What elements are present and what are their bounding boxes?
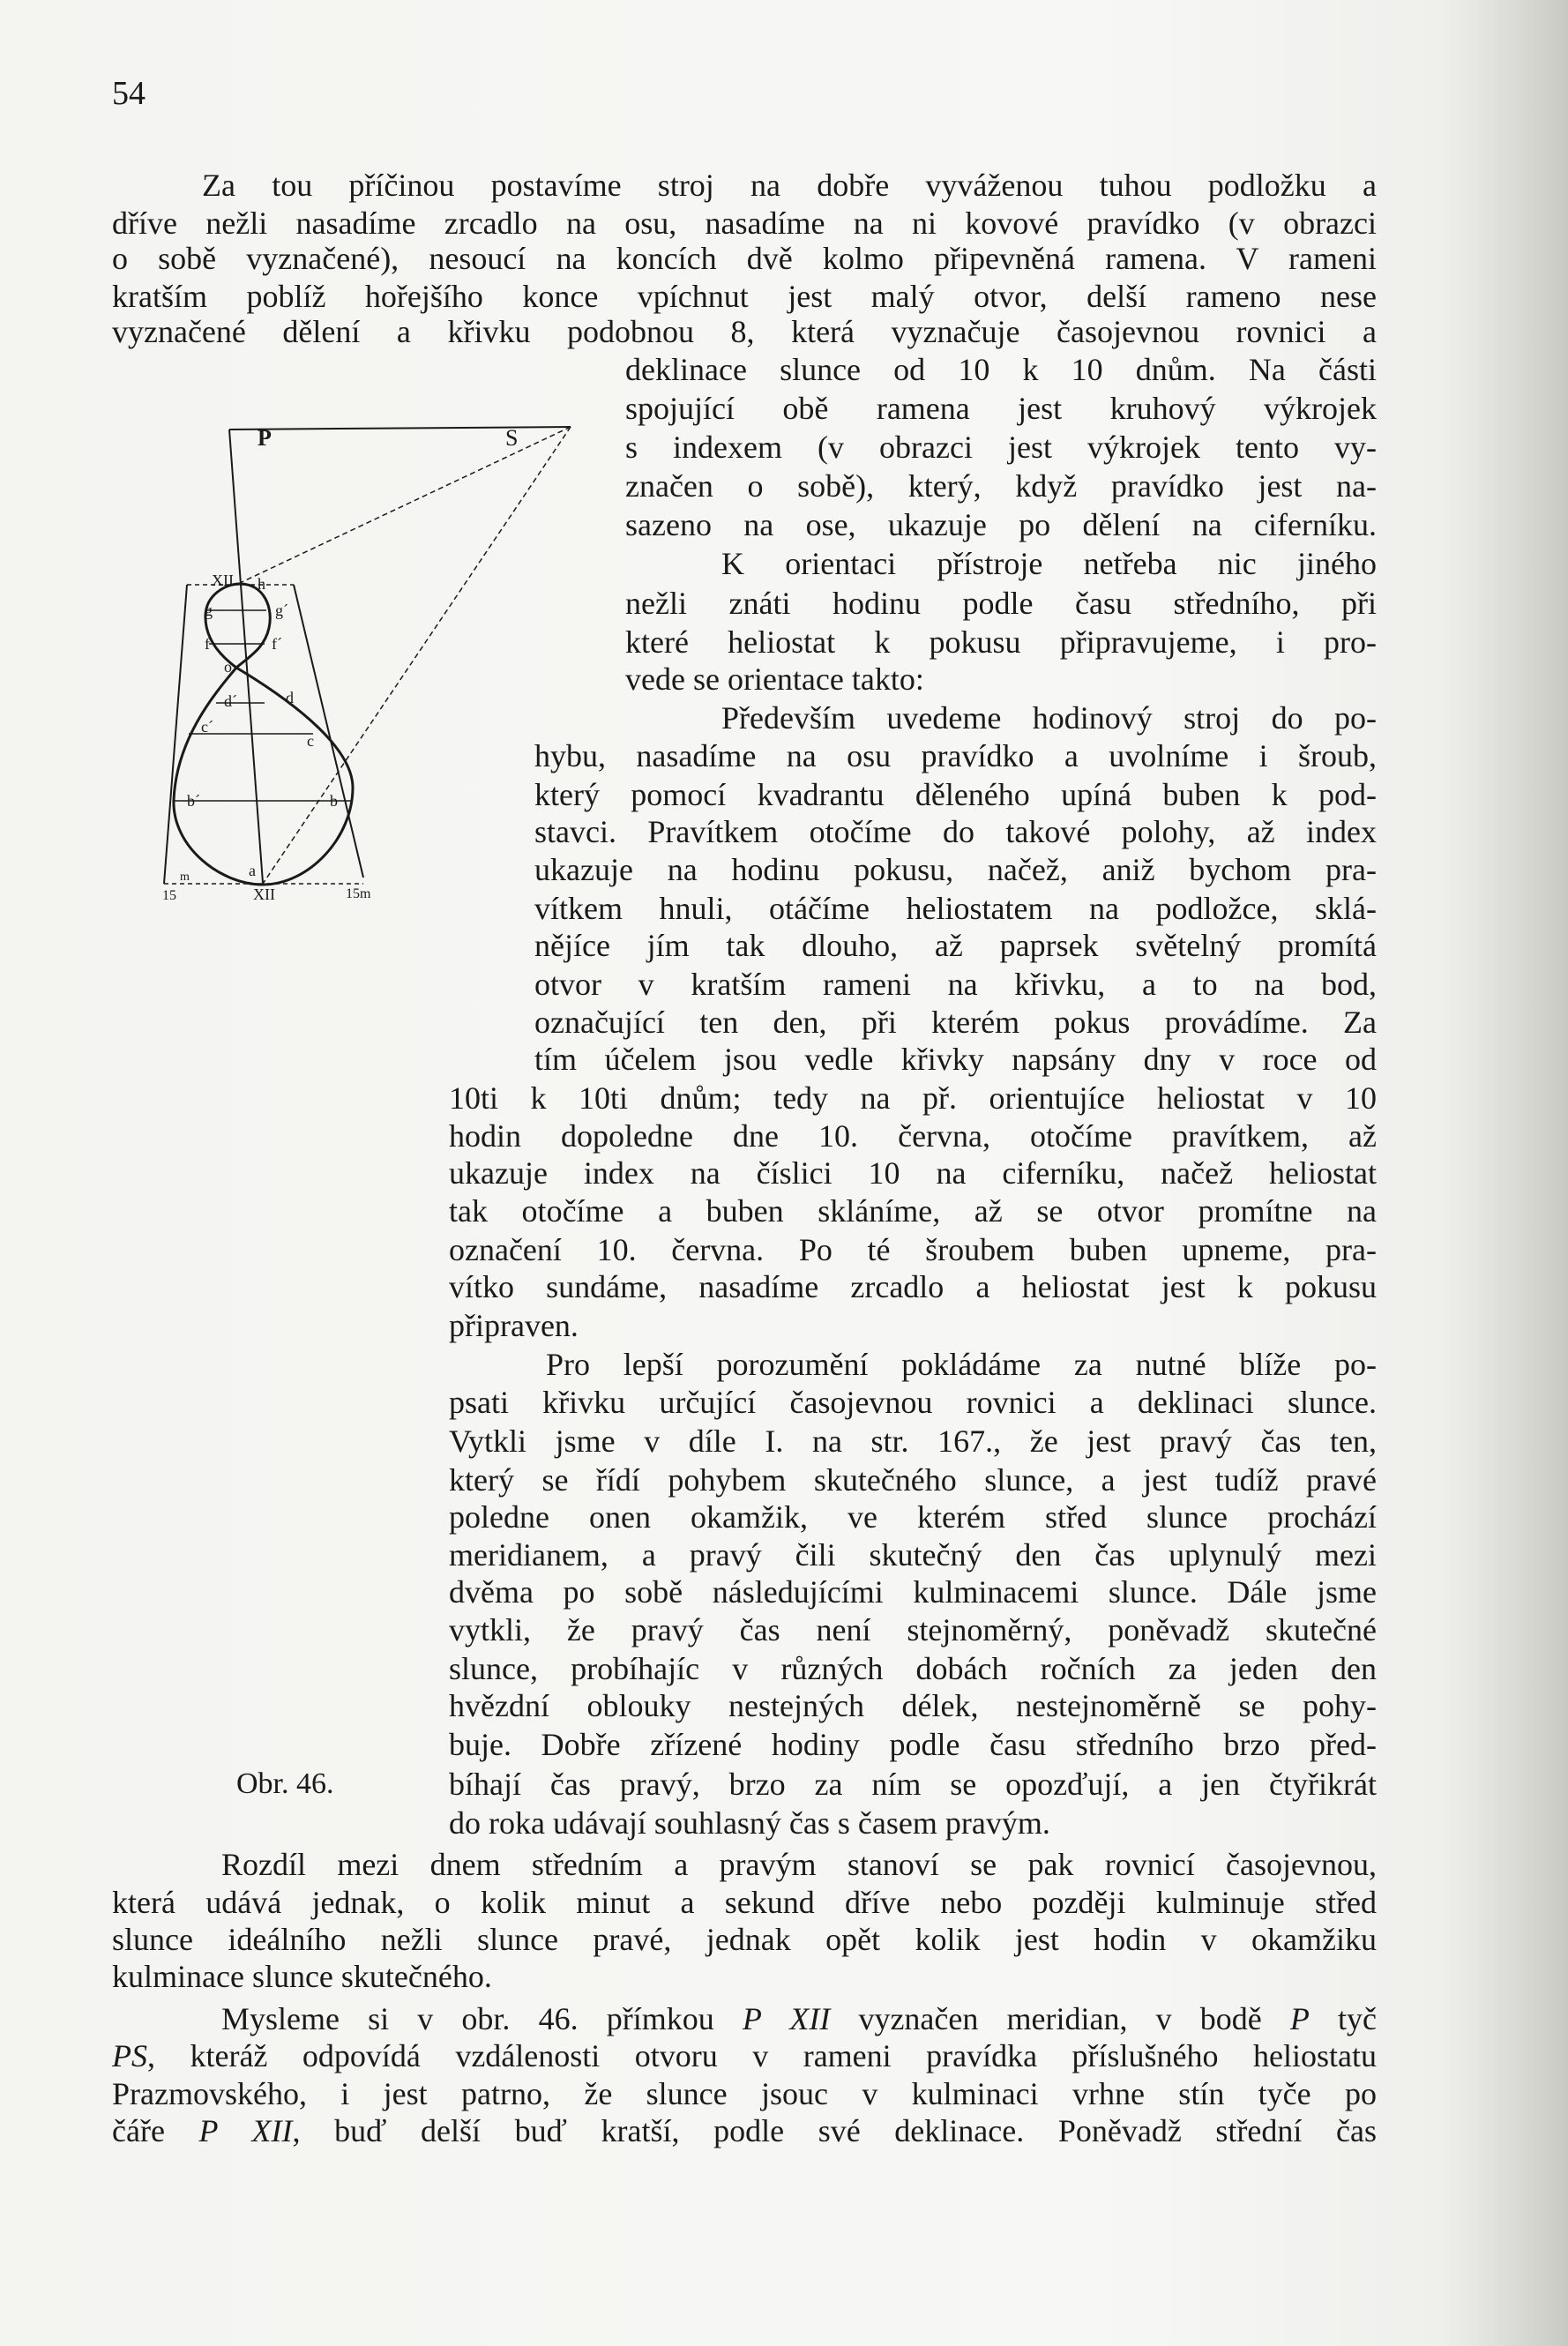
label-c-prime: c´ xyxy=(201,718,213,736)
text-line: který se řídí pohybem skutečného slunce, a jest tudíž pravé xyxy=(449,1462,1377,1498)
text-line: hodin dopoledne dne 10. června, otočíme pravítkem, až xyxy=(449,1118,1377,1154)
figure-caption: Obr. 46. xyxy=(236,1767,334,1800)
label-a: a xyxy=(249,862,256,879)
text-line: Za tou příčinou postavíme stroj na dobře vyváženou tuhou podložku a xyxy=(202,168,1377,203)
text-line: nějíce jím tak dlouho, až paprsek světelný promítá xyxy=(534,928,1377,963)
text-line: Pro lepší porozumění pokládáme za nutné blíže po- xyxy=(546,1347,1377,1382)
text-line xyxy=(112,2036,1377,2075)
page-number: 54 xyxy=(112,75,146,112)
label-left-m: m xyxy=(180,870,190,884)
text-line: do roka udávají souhlasný čas s časem pravým. xyxy=(449,1805,1050,1841)
text-line: vyznačené dělení a křivku podobnou 8, která vyznačuje časojevnou rovnici a xyxy=(112,314,1377,349)
text-line: psati křivku určující časojevnou rovnici a deklinaci slunce. xyxy=(449,1385,1377,1420)
text-line: označení 10. června. Po té šroubem buben upneme, pra- xyxy=(449,1232,1377,1267)
text-segment: , buď delší buď kratší, podle své deklinace. Poněvadž střední čas xyxy=(292,2113,1377,2148)
italic-symbol: P XII xyxy=(742,2001,831,2036)
meridian-line xyxy=(229,430,263,883)
label-P: P xyxy=(258,425,272,451)
label-xii-bottom: XII xyxy=(253,885,275,903)
text-line: dvěma po sobě následujícími kulminacemi slunce. Dále jsme xyxy=(449,1574,1377,1610)
text-line: deklinace slunce od 10 k 10 dnům. Na části xyxy=(625,352,1377,387)
label-f-prime: f´ xyxy=(272,635,282,653)
text-line: připraven. xyxy=(449,1308,579,1343)
text-line: nežli znáti hodinu podle času středního, při xyxy=(625,586,1377,621)
text-line: spojující obě ramena jest kruhový výkrojek xyxy=(625,391,1377,426)
text-line: ukazuje index na číslici 10 na ciferníku, načež heliostat xyxy=(449,1155,1377,1191)
text-line: označující ten den, při kterém pokus provádíme. Za xyxy=(534,1005,1377,1040)
text-line: který pomocí kvadrantu děleného upíná buben k pod- xyxy=(534,777,1377,812)
text-line: meridianem, a pravý čili skutečný den čas uplynulý mezi xyxy=(449,1537,1377,1573)
text-line: kulminace slunce skutečného. xyxy=(112,1959,492,1994)
text-line: buje. Dobře zřízené hodiny podle času středního brzo před- xyxy=(449,1727,1377,1762)
label-g: g xyxy=(205,601,213,619)
text-segment: Mysleme si v obr. 46. přímkou xyxy=(221,2001,743,2036)
text-line: vytkli, že pravý čas není stejnoměrný, poněvadž skutečné xyxy=(449,1612,1377,1647)
text-line: stavci. Pravítkem otočíme do takové polohy, až index xyxy=(534,814,1377,849)
label-d: d xyxy=(286,689,294,706)
text-line: slunce, probíhajíc v různých dobách ročních za jeden den xyxy=(449,1651,1377,1686)
dashed-ray-top xyxy=(240,427,571,583)
label-xii-top: XII xyxy=(212,572,234,589)
text-line: Rozdíl mezi dnem středním a pravým stanoví se pak rovnicí časojevnou, xyxy=(221,1847,1377,1882)
italic-symbol: P xyxy=(1289,2001,1310,2036)
label-b-prime: b´ xyxy=(187,792,200,810)
text-segment: čáře xyxy=(112,2113,199,2148)
text-line: vítkem hnuli, otáčíme heliostatem na podložce, sklá- xyxy=(534,891,1377,926)
text-segment: vyznačen meridian, v bodě xyxy=(830,2001,1290,2036)
text-segment: , kteráž odpovídá vzdálenosti otvoru v rameni pravídka příslušného heliostatu xyxy=(147,2038,1377,2073)
text-line: bíhají čas pravý, brzo za ním se opozďují, a jen čtyřikrát xyxy=(449,1767,1377,1802)
text-line: s indexem (v obrazci jest výkrojek tento vy- xyxy=(625,430,1377,465)
label-left-15: 15 xyxy=(162,888,176,903)
italic-symbol: PS xyxy=(112,2038,147,2073)
text-line: tak otočíme a buben skláníme, až se otvor promítne na xyxy=(449,1193,1377,1229)
text-line xyxy=(112,2111,1377,2150)
text-line: Vytkli jsme v díle I. na str. 167., že jest pravý čas ten, xyxy=(449,1423,1377,1459)
label-d-prime: d´ xyxy=(224,692,237,710)
text-line xyxy=(221,1999,1377,2038)
text-line: Prazmovského, i jest patrno, že slunce jsouc v kulminaci vrhne stín tyče po xyxy=(112,2076,1377,2111)
label-o: o xyxy=(224,658,232,676)
text-line: sazeno na ose, ukazuje po dělení na ciferníku. xyxy=(625,507,1377,542)
trapezoid-right xyxy=(294,585,363,878)
text-line: které heliostat k pokusu připravujeme, i pro- xyxy=(625,624,1377,660)
text-line: kratším poblíž hořejšího konce vpíchnut jest malý otvor, delší rameno nese xyxy=(112,279,1377,314)
text-line: vítko sundáme, nasadíme zrcadlo a heliostat jest k pokusu xyxy=(449,1269,1377,1304)
text-line: o sobě vyznačené), nesoucí na koncích dvě kolmo připevněná ramena. V rameni xyxy=(112,241,1377,276)
top-line-ps xyxy=(229,427,571,430)
text-line: K orientaci přístroje netřeba nic jiného xyxy=(721,546,1377,581)
label-right-15m: 15m xyxy=(346,886,371,901)
text-line: Především uvedeme hodinový stroj do po- xyxy=(721,700,1377,736)
text-line: ukazuje na hodinu pokusu, načež, aniž bychom pra- xyxy=(534,852,1377,887)
text-line: 10ti k 10ti dnům; tedy na př. orientujíce heliostat v 10 xyxy=(449,1080,1377,1116)
label-c: c xyxy=(307,732,314,750)
text-line: vede se orientace takto: xyxy=(625,661,924,697)
label-g-prime: g´ xyxy=(275,601,288,619)
text-line: poledne onen okamžik, ve kterém střed slunce prochází xyxy=(449,1499,1377,1535)
figure-46-analemma xyxy=(0,0,617,917)
italic-symbol: P XII xyxy=(198,2113,293,2148)
label-b: b xyxy=(330,792,338,810)
text-segment: tyč xyxy=(1309,2001,1377,2036)
label-h: h xyxy=(258,575,265,593)
text-line: značen o sobě), který, když pravídko jest na- xyxy=(625,468,1377,504)
text-line: hvězdní oblouky nestejných délek, nestejnoměrně se pohy- xyxy=(449,1688,1377,1723)
dashed-ray-bottom xyxy=(263,427,571,884)
text-line: tím účelem jsou vedle křivky napsány dny v roce od xyxy=(534,1042,1377,1077)
text-line: otvor v kratším rameni na křivku, a to na bod, xyxy=(534,967,1377,1002)
text-line: hybu, nasadíme na osu pravídko a uvolníme i šroub, xyxy=(534,738,1377,773)
label-f: f xyxy=(205,635,210,653)
label-S: S xyxy=(505,425,519,451)
text-line: která udává jednak, o kolik minut a sekund dříve nebo později kulminuje střed xyxy=(112,1885,1377,1920)
text-line: dříve nežli nasadíme zrcadlo na osu, nasadíme na ni kovové pravídko (v obrazci xyxy=(112,205,1377,241)
text-line: slunce ideálního nežli slunce pravé, jednak opět kolik jest hodin v okamžiku xyxy=(112,1922,1377,1957)
